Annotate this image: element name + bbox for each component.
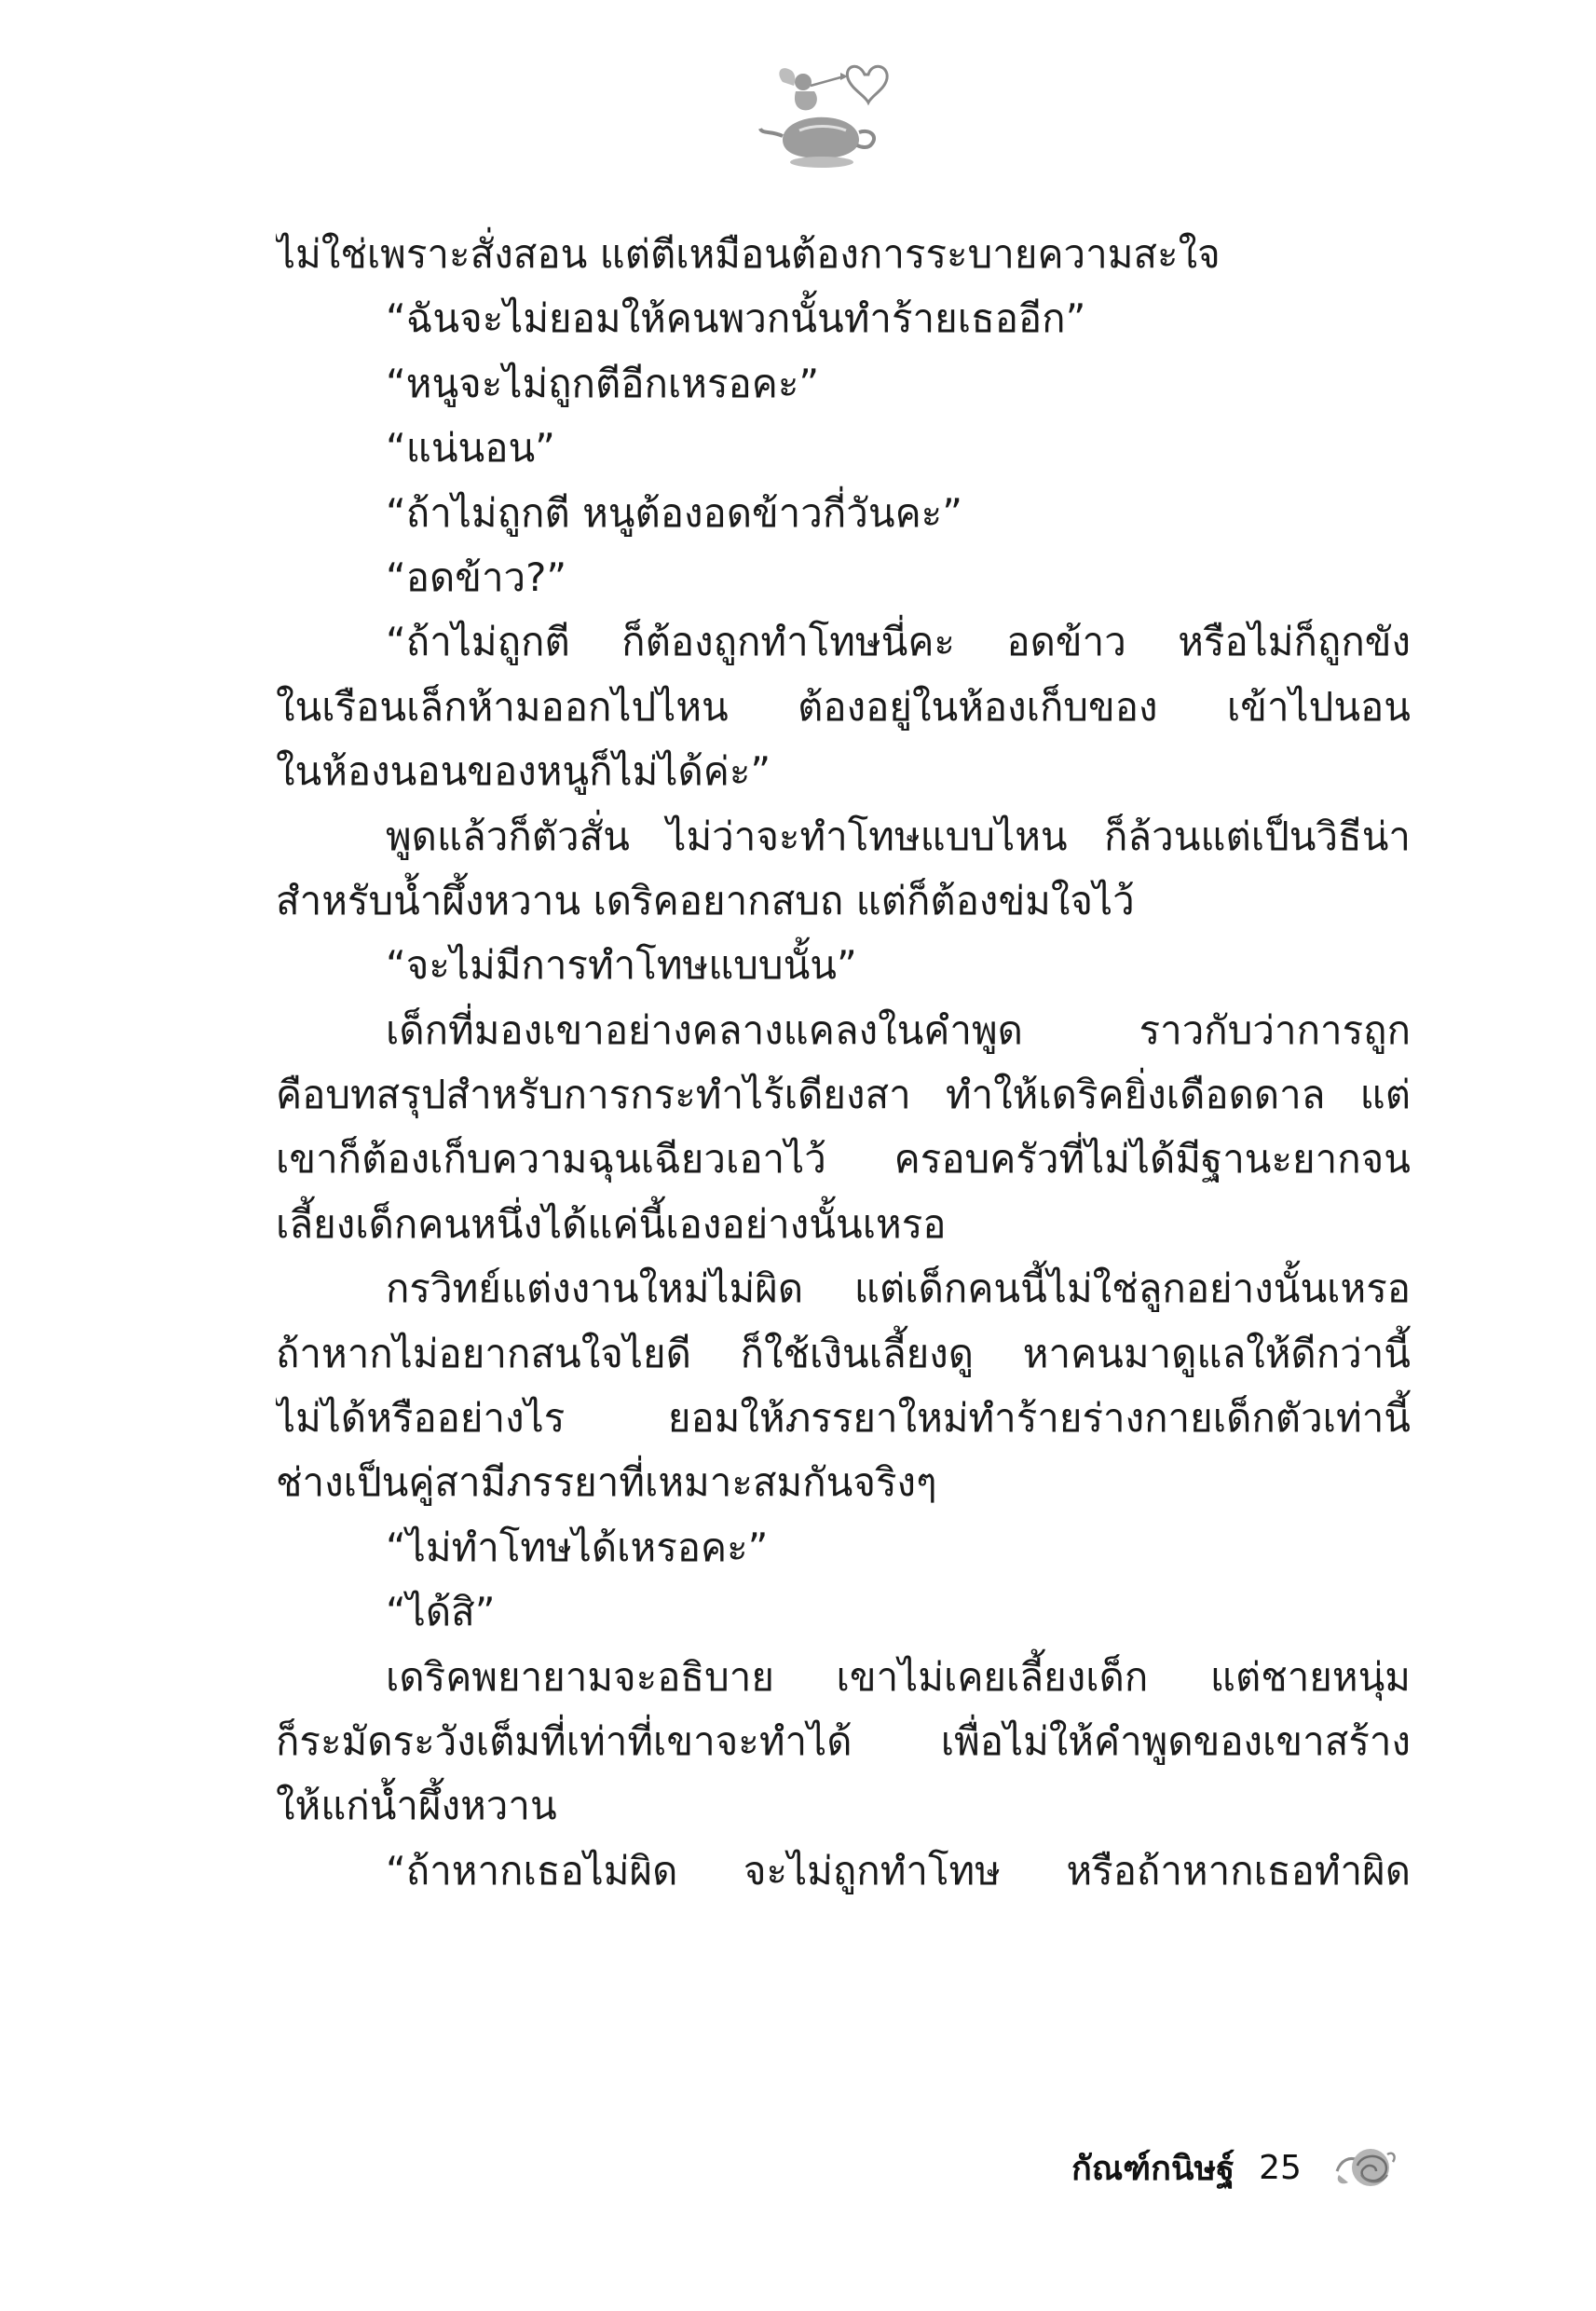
body-text — [276, 222, 1411, 1903]
text-line-1: ไม่ใช่เพราะสั่งสอน แต่ตีเหมือนต้องการระบายความสะใจ — [276, 231, 1221, 277]
text-line-25: ให้แก่น้ำผึ้งหวาน — [276, 1783, 557, 1829]
text-line-13: เด็กที่มองเขาอย่างคลางแคลงในคำพูด ราวกับว่าการถูก — [386, 1006, 1411, 1053]
text-line-17: กรวิทย์แต่งงานใหม่ไม่ผิด แต่เด็กคนนี้ไม่ใช่ลูกอย่างนั้นเหรอ — [386, 1265, 1411, 1312]
text-line-26: “ถ้าหากเธอไม่ผิด จะไม่ถูกทำโทษ หรือถ้าหากเธอทำผิด — [386, 1847, 1411, 1894]
text-line-20: ช่างเป็นคู่สามีภรรยาที่เหมาะสมกันจริงๆ — [276, 1459, 937, 1506]
text-line-14: คือบทสรุปสำหรับการกระทำไร้เดียงสา ทำให้เดริคยิ่งเดือดดาล แต่ — [276, 1072, 1411, 1118]
text-line-10: พูดแล้วก็ตัวสั่น ไม่ว่าจะทำโทษแบบไหน ก็ล้วนแต่เป็นวิธีน่า — [386, 813, 1411, 859]
text-line-3: “หนูจะไม่ถูกตีอีกเหรอคะ” — [386, 360, 820, 406]
text-line-5: “ถ้าไม่ถูกตี หนูต้องอดข้าวกี่วันคะ” — [386, 489, 962, 536]
rose-icon — [1333, 2143, 1398, 2192]
book-title: กัณฑ์กนิษฐ์ — [1071, 2149, 1235, 2188]
text-line-16: เลี้ยงเด็กคนหนึ่งได้แค่นี้เองอย่างนั้นเหรอ — [276, 1200, 947, 1247]
text-line-23: เดริคพยายามจะอธิบาย เขาไม่เคยเลี้ยงเด็ก แต่ชายหนุ่ม — [386, 1653, 1411, 1700]
text-line-4: “แน่นอน” — [386, 425, 555, 472]
text-line-21: “ไม่ทำโทษได้เหรอคะ” — [386, 1524, 769, 1570]
text-line-6: “อดข้าว?” — [386, 554, 567, 600]
text-line-11: สำหรับน้ำผึ้งหวาน เดริคอยากสบถ แต่ก็ต้องข่มใจไว้ — [276, 877, 1135, 923]
text-line-8: ในเรือนเล็กห้ามออกไปไหน ต้องอยู่ในห้องเก็บของ เข้าไปนอน — [276, 683, 1411, 730]
text-line-24: ก็ระมัดระวังเต็มที่เท่าที่เขาจะทำได้ เพื่อไม่ให้คำพูดของเขาสร้าง — [276, 1717, 1411, 1764]
page-number: 25 — [1259, 2148, 1302, 2187]
text-line-18: ถ้าหากไม่อยากสนใจไยดี ก็ใช้เงินเลี้ยงดู หาคนมาดูแลให้ดีกว่านี้ — [276, 1330, 1411, 1376]
text-line-19: ไม่ได้หรืออย่างไร ยอมให้ภรรยาใหม่ทำร้ายร่างกายเด็กตัวเท่านี้ — [276, 1395, 1411, 1442]
text-line-12: “จะไม่มีการทำโทษแบบนั้น” — [386, 942, 857, 989]
text-line-15: เขาก็ต้องเก็บความฉุนเฉียวเอาไว้ ครอบครัวที่ไม่ได้มีฐานะยากจน — [276, 1136, 1411, 1183]
text-line-9: ในห้องนอนของหนูก็ไม่ได้ค่ะ” — [276, 748, 771, 795]
text-line-7: “ถ้าไม่ถูกตี ก็ต้องถูกทำโทษนี่คะ อดข้าว หรือไม่ก็ถูกขัง — [386, 619, 1411, 665]
page-footer — [1071, 2140, 1444, 2195]
cupid-teapot-ornament-icon — [755, 54, 894, 175]
text-line-22: “ได้สิ” — [386, 1589, 496, 1635]
text-line-2: “ฉันจะไม่ยอมให้คนพวกนั้นทำร้ายเธออีก” — [386, 295, 1086, 342]
